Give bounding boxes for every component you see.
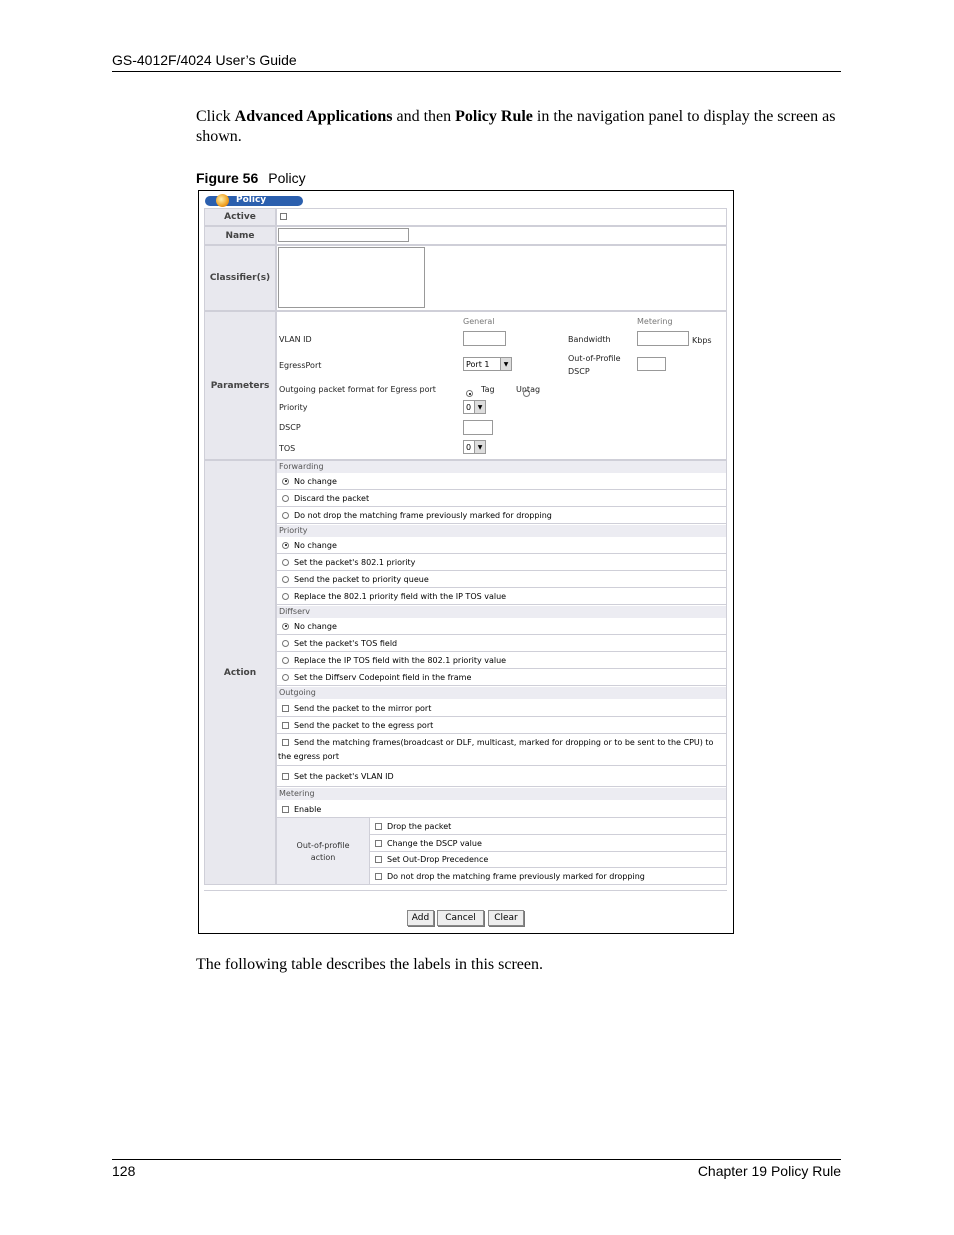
priority-option-label: No change xyxy=(294,540,337,550)
intro-paragraph xyxy=(196,107,836,147)
oop-action-label-line1: Out-of-profile xyxy=(296,840,350,850)
chevron-down-icon: ▼ xyxy=(500,358,511,370)
forwarding-option-label: Discard the packet xyxy=(294,493,370,503)
page-number: 128 xyxy=(112,1163,136,1179)
priority-heading: Priority xyxy=(277,525,726,537)
forwarding-radio[interactable] xyxy=(282,495,289,502)
diffserv-radio[interactable] xyxy=(282,640,289,647)
dscp-input[interactable] xyxy=(463,420,493,435)
priority-option[interactable] xyxy=(277,588,726,605)
priority-option[interactable] xyxy=(277,554,726,571)
active-cell xyxy=(276,208,727,226)
diffserv-radio[interactable] xyxy=(282,674,289,681)
diffserv-option-label: No change xyxy=(294,621,337,631)
enable-label: Enable xyxy=(294,804,322,814)
diffserv-option[interactable] xyxy=(277,652,726,669)
intro-mid: and then xyxy=(392,108,456,125)
bandwidth-label: Bandwidth xyxy=(568,335,611,344)
intro-bold-policy: Policy Rule xyxy=(455,108,533,125)
oop-option[interactable] xyxy=(369,835,726,852)
oop-option[interactable] xyxy=(369,818,726,835)
outgoing-option[interactable] xyxy=(277,717,726,734)
egress-port-value: Port 1 xyxy=(466,359,490,369)
diffserv-option[interactable] xyxy=(277,669,726,686)
outgoing-option[interactable] xyxy=(277,700,726,717)
diffserv-option-label: Set the Diffserv Codepoint field in the frame xyxy=(294,672,472,682)
forwarding-heading: Forwarding xyxy=(277,461,726,473)
diffserv-option[interactable] xyxy=(277,618,726,635)
priority-option[interactable] xyxy=(277,571,726,588)
dscp-label: DSCP xyxy=(279,423,301,432)
enable-checkbox[interactable] xyxy=(282,806,289,813)
oop-option-label: Drop the packet xyxy=(387,821,452,831)
forwarding-option[interactable] xyxy=(277,507,726,524)
priority-option-label: Send the packet to priority queue xyxy=(294,574,429,584)
outgoing-option-label: Set the packet's VLAN ID xyxy=(294,772,394,781)
action-label: Action xyxy=(204,460,276,885)
outgoing-checkbox[interactable] xyxy=(282,705,289,712)
tag-radio[interactable] xyxy=(466,390,473,397)
oop-option-label: Change the DSCP value xyxy=(387,838,482,848)
diffserv-radio[interactable] xyxy=(282,623,289,630)
active-label: Active xyxy=(204,208,276,226)
running-header: GS-4012F/4024 User’s Guide xyxy=(112,52,297,68)
priority-label: Priority xyxy=(279,403,308,412)
forwarding-option[interactable] xyxy=(277,473,726,490)
priority-option-label: Replace the 802.1 priority field with the IP TOS value xyxy=(294,591,507,601)
forwarding-radio[interactable] xyxy=(282,512,289,519)
header-rule xyxy=(112,71,841,72)
outgoing-option-label: Send the packet to the mirror port xyxy=(294,703,432,713)
outgoing-format-label: Outgoing packet format for Egress port xyxy=(279,385,436,394)
outgoing-heading: Outgoing xyxy=(277,687,726,699)
forwarding-option[interactable] xyxy=(277,490,726,507)
priority-option-label: Set the packet's 802.1 priority xyxy=(294,557,416,567)
egress-port-label: EgressPort xyxy=(279,361,322,370)
oop-dscp-label-line1: Out-of-Profile xyxy=(568,354,621,363)
tag-label: Tag xyxy=(481,385,495,394)
priority-select[interactable] xyxy=(463,400,486,414)
figure-caption xyxy=(196,170,306,186)
figure-title: Policy xyxy=(268,170,306,186)
diffserv-option[interactable] xyxy=(277,635,726,652)
outgoing-option-label: Send the packet to the egress port xyxy=(294,720,434,730)
general-heading: General xyxy=(463,317,495,326)
metering-enable[interactable] xyxy=(277,801,726,818)
following-table-sentence: The following table describes the labels in this screen. xyxy=(196,956,544,973)
forwarding-option-label: No change xyxy=(294,476,337,486)
oop-checkbox[interactable] xyxy=(375,840,382,847)
priority-value: 0 xyxy=(466,402,472,412)
oop-action-label xyxy=(277,818,369,884)
tos-select[interactable] xyxy=(463,440,486,454)
chevron-down-icon: ▼ xyxy=(474,401,485,413)
outgoing-checkbox[interactable] xyxy=(282,773,289,780)
vlan-id-label: VLAN ID xyxy=(279,335,312,344)
oop-option-label: Set Out-Drop Precedence xyxy=(387,855,489,864)
oop-option-label: Do not drop the matching frame previously marked for dropping xyxy=(387,871,645,881)
metering-action-heading: Metering xyxy=(277,788,726,800)
policy-title: Policy xyxy=(236,195,267,205)
kbps-unit: Kbps xyxy=(692,336,712,345)
outgoing-checkbox[interactable] xyxy=(282,722,289,729)
oop-option[interactable] xyxy=(369,868,726,885)
button-divider xyxy=(204,890,727,891)
outgoing-option[interactable] xyxy=(277,734,726,766)
oop-checkbox[interactable] xyxy=(375,873,382,880)
oop-dscp-input[interactable] xyxy=(637,357,666,371)
intro-suffix: in the navigation panel to display the screen as shown. xyxy=(196,108,836,145)
intro-bold-advanced: Advanced Applications xyxy=(234,108,393,125)
outgoing-option-label: Send the matching frames(broadcast or DLF, multicast, marked for dropping or to be sent to the CPU) to xyxy=(294,737,714,747)
priority-radio[interactable] xyxy=(282,542,289,549)
priority-radio[interactable] xyxy=(282,593,289,600)
untag-label: Untag xyxy=(516,385,541,394)
oop-checkbox[interactable] xyxy=(375,856,382,863)
oop-option[interactable] xyxy=(369,852,726,868)
tos-value: 0 xyxy=(466,442,472,452)
priority-option[interactable] xyxy=(277,537,726,554)
chapter-title: Chapter 19 Policy Rule xyxy=(697,1163,841,1179)
oop-action-label-line2: action xyxy=(310,852,336,862)
metering-heading: Metering xyxy=(637,317,673,326)
forwarding-radio[interactable] xyxy=(282,478,289,485)
classifiers-listbox[interactable] xyxy=(278,247,425,308)
intro-prefix: Click xyxy=(196,108,235,125)
oop-dscp-label-line2: DSCP xyxy=(568,367,590,376)
forwarding-option-label: Do not drop the matching frame previously marked for dropping xyxy=(294,510,552,520)
name-input[interactable] xyxy=(278,228,409,242)
chevron-down-icon: ▼ xyxy=(474,441,485,453)
bandwidth-input[interactable] xyxy=(637,331,689,346)
outgoing-option-label-wrap: the egress port xyxy=(278,752,339,761)
tos-label: TOS xyxy=(279,444,296,453)
diffserv-option-label: Replace the IP TOS field with the 802.1 priority value xyxy=(294,655,507,665)
add-button[interactable]: Add xyxy=(407,910,434,926)
policy-globe-icon xyxy=(216,194,229,207)
classifiers-label: Classifier(s) xyxy=(204,245,276,311)
vlan-id-input[interactable] xyxy=(463,331,506,346)
active-checkbox[interactable] xyxy=(280,213,287,220)
footer-rule xyxy=(112,1159,841,1160)
oop-checkbox[interactable] xyxy=(375,823,382,830)
egress-port-select[interactable] xyxy=(463,357,512,371)
priority-radio[interactable] xyxy=(282,576,289,583)
outgoing-checkbox[interactable] xyxy=(282,739,289,746)
diffserv-radio[interactable] xyxy=(282,657,289,664)
parameters-label: Parameters xyxy=(204,311,276,460)
priority-radio[interactable] xyxy=(282,559,289,566)
outgoing-option[interactable] xyxy=(277,767,726,787)
diffserv-heading: Diffserv xyxy=(277,606,726,618)
clear-button[interactable]: Clear xyxy=(488,910,524,926)
name-label: Name xyxy=(204,226,276,245)
diffserv-option-label: Set the packet's TOS field xyxy=(294,638,398,648)
cancel-button[interactable]: Cancel xyxy=(437,910,484,926)
figure-number: Figure 56 xyxy=(196,170,259,186)
